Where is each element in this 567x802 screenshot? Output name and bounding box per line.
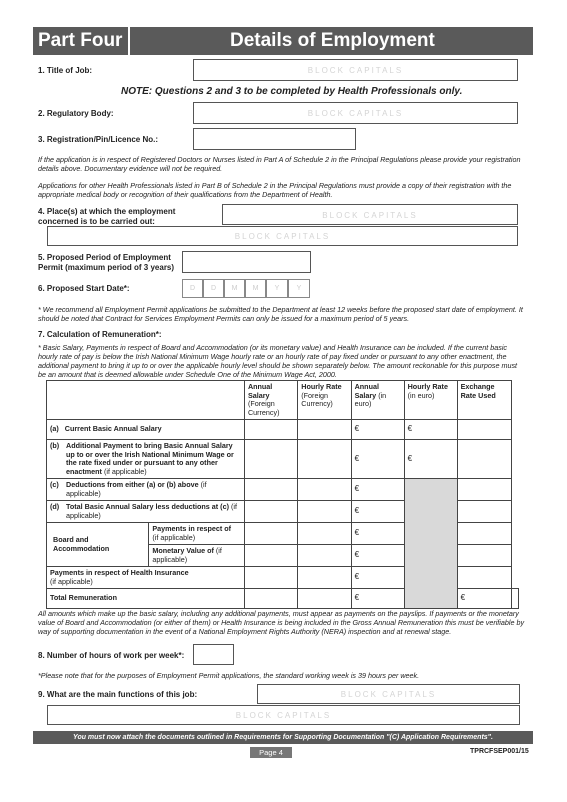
health-hourly-fc[interactable]: [298, 567, 351, 589]
total-hourly-eur[interactable]: €: [457, 589, 511, 609]
total-remuneration-label: Total Remuneration: [47, 589, 245, 609]
start-date-year-2[interactable]: Y: [288, 279, 310, 298]
start-date-label: 6. Proposed Start Date*:: [38, 284, 130, 293]
row-c-label: (c) Deductions from either (a) or (b) above (if applicable): [47, 479, 245, 501]
start-date-year-1[interactable]: Y: [266, 279, 288, 298]
part-title: Part Four: [38, 30, 123, 51]
employment-period-input[interactable]: [182, 251, 311, 273]
place-of-employment-input-1[interactable]: BLOCK CAPITALS: [222, 204, 518, 225]
remuneration-table: [46, 380, 519, 609]
health-annual-eur[interactable]: €: [351, 567, 404, 589]
board-accommodation-label: Board and Accommodation: [47, 523, 149, 567]
regulatory-body-label: 2. Regulatory Body:: [38, 109, 114, 118]
row-a-hourly-eur[interactable]: €: [404, 420, 457, 440]
main-functions-input-1[interactable]: BLOCK CAPITALS: [257, 684, 520, 704]
hourly-eur-shaded-cell: [404, 479, 457, 609]
page-number: Page 4: [250, 747, 292, 758]
row-a-annual-fc[interactable]: [244, 420, 297, 440]
health-annual-fc[interactable]: [244, 567, 297, 589]
row-d-hourly-fc[interactable]: [298, 501, 351, 523]
registration-label: 3. Registration/Pin/Licence No.:: [38, 135, 159, 144]
start-date-recommendation: * We recommend all Employment Permit applications be submitted to the Department at least 12 weeks before the proposed start date of employment. It should be noted that Contract for Services Employment Permits can only be issued for a maximum period of 5 years.: [38, 305, 523, 323]
row-c-annual-fc[interactable]: [244, 479, 297, 501]
main-functions-label: 9. What are the main functions of this job:: [38, 690, 198, 699]
row-c-annual-eur[interactable]: €: [351, 479, 404, 501]
board-payments-label: Payments in respect of (if applicable): [149, 523, 245, 545]
employment-period-label: 5. Proposed Period of Employment Permit (maximum period of 3 years): [38, 253, 175, 272]
regulatory-body-input[interactable]: BLOCK CAPITALS: [193, 102, 518, 124]
start-date-day-2[interactable]: D: [203, 279, 224, 298]
board-mon-annual-fc[interactable]: [244, 545, 297, 567]
attach-documents-notice: You must now attach the documents outlined in Requirements for Supporting Documentation "(C) Application Requirements".: [33, 731, 533, 744]
health-insurance-label: Payments in respect of Health Insurance (if applicable): [47, 567, 245, 589]
total-annual-fc[interactable]: [244, 589, 297, 609]
place-of-employment-input-2[interactable]: BLOCK CAPITALS: [47, 226, 518, 246]
start-date-month-2[interactable]: M: [245, 279, 266, 298]
header-annual-euro: Annual Salary (in euro): [351, 381, 404, 420]
section-title: Details of Employment: [230, 30, 435, 51]
row-b-hourly-fc[interactable]: [298, 440, 351, 479]
row-c-hourly-fc[interactable]: [298, 479, 351, 501]
payslip-verification-info: All amounts which make up the basic salary, including any additional payments, must appear as payments on the payslips. If payments or the monetary value of Board and Accommodation (or either of them) or Health Insurance is being included in the Gross Annual Remuneration this must be verifiable by way of supporting documentation in the event of a National Employment Rights Authority (NERA) inspection and at renewal stage.: [38, 609, 525, 636]
board-pay-annual-eur[interactable]: €: [351, 523, 404, 545]
row-b-exchange[interactable]: [457, 440, 511, 479]
main-functions-input-2[interactable]: BLOCK CAPITALS: [47, 705, 520, 725]
header-blank-cell: [47, 381, 245, 420]
start-date-day-1[interactable]: D: [182, 279, 203, 298]
registered-professionals-info: If the application is in respect of Registered Doctors or Nurses listed in Part A of Schedule 2 in the Principal Regulations please provide your registration details above. Documentary evidence will not be required.: [38, 155, 521, 173]
board-mon-annual-eur[interactable]: €: [351, 545, 404, 567]
place-of-employment-label: 4. Place(s) at which the employment concerned is to be carried out:: [38, 207, 176, 226]
row-a-hourly-fc[interactable]: [298, 420, 351, 440]
remuneration-label: 7. Calculation of Remuneration*:: [38, 330, 162, 339]
row-a-exchange[interactable]: [457, 420, 511, 440]
row-b-hourly-eur[interactable]: €: [404, 440, 457, 479]
board-pay-annual-fc[interactable]: [244, 523, 297, 545]
header-annual-foreign: Annual Salary (Foreign Currency): [244, 381, 297, 420]
total-annual-eur[interactable]: €: [351, 589, 404, 609]
header-hourly-foreign: Hourly Rate (Foreign Currency): [298, 381, 351, 420]
board-mon-exchange[interactable]: [457, 545, 511, 567]
form-code: TPRCFSEP001/15: [470, 748, 529, 755]
header-divider: [128, 27, 130, 55]
board-mon-hourly-fc[interactable]: [298, 545, 351, 567]
board-pay-hourly-fc[interactable]: [298, 523, 351, 545]
health-professionals-note: NOTE: Questions 2 and 3 to be completed by Health Professionals only.: [121, 86, 463, 97]
remuneration-info: * Basic Salary, Payments in respect of Board and Accommodation (or its monetary value) and Health Insurance can be included. If the current basic hourly rate of pay is below the Irish National Minimum Wage hourly rate or an hourly rate of pay fixed under or pursuant to any other enactment, the additional payment to bring it up to or over the applicable hourly level should be shown separately below. The amount reckonable for this purpose must be an amount that is deemed allowable under Schedule One of the Minimum Wage Act, 2000.: [38, 343, 518, 379]
job-title-label: 1. Title of Job:: [38, 66, 93, 75]
other-professionals-info: Applications for other Health Professionals listed in Part B of Schedule 2 in the Principal Regulations must provide a copy of their registration with the appropriate medical body or recognition of their qualifications from the Department of Health.: [38, 181, 512, 199]
row-b-annual-eur[interactable]: €: [351, 440, 404, 479]
hours-per-week-input[interactable]: [193, 644, 234, 665]
header-hourly-euro: Hourly Rate (in euro): [404, 381, 457, 420]
job-title-input[interactable]: BLOCK CAPITALS: [193, 59, 518, 81]
total-hourly-fc[interactable]: [298, 589, 351, 609]
health-exchange[interactable]: [457, 567, 511, 589]
row-c-exchange[interactable]: [457, 479, 511, 501]
board-pay-exchange[interactable]: [457, 523, 511, 545]
row-a-label: (a) Current Basic Annual Salary: [47, 420, 245, 440]
row-b-annual-fc[interactable]: [244, 440, 297, 479]
row-d-exchange[interactable]: [457, 501, 511, 523]
hours-per-week-label: 8. Number of hours of work per week*:: [38, 651, 185, 660]
row-a-annual-eur[interactable]: €: [351, 420, 404, 440]
row-d-annual-eur[interactable]: €: [351, 501, 404, 523]
start-date-month-1[interactable]: M: [224, 279, 245, 298]
registration-input[interactable]: [193, 128, 356, 150]
row-b-label: (b) Additional Payment to bring Basic Annual Salary up to or over the Irish National Minimum Wage or the rate fixed under or pursuant to any other enactment (if applicable): [47, 440, 245, 479]
standard-week-note: *Please note that for the purposes of Employment Permit applications, the standard working week is 39 hours per week.: [38, 671, 420, 680]
row-d-annual-fc[interactable]: [244, 501, 297, 523]
total-exchange[interactable]: [512, 589, 519, 609]
header-exchange-rate: Exchange Rate Used: [457, 381, 511, 420]
board-monetary-label: Monetary Value of (if applicable): [149, 545, 245, 567]
row-d-label: (d) Total Basic Annual Salary less deductions at (c) (if applicable): [47, 501, 245, 523]
